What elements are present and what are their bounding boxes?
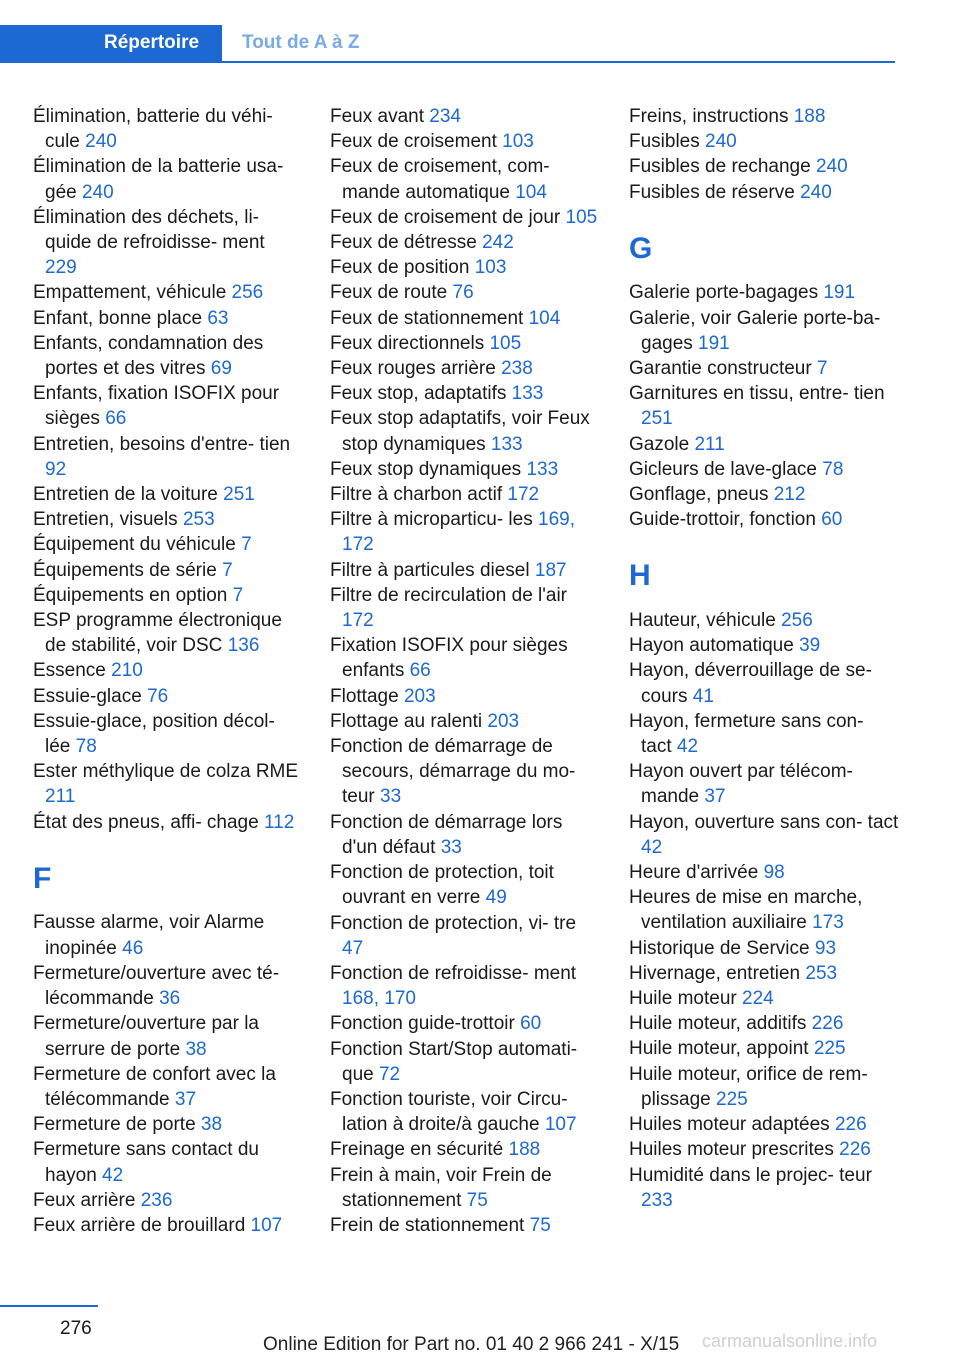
index-entry [33,432,301,482]
page-link[interactable]: 188 [508,1139,541,1161]
entry-term: Feux de route [330,282,453,304]
page-link[interactable]: 7 [222,559,233,581]
page-link[interactable]: 98 [763,862,785,884]
page-link[interactable]: 226 [839,1139,871,1161]
page-link[interactable]: 36 [159,988,181,1010]
entry-term: Huile moteur, orifice de rem‐ plissage [629,1063,868,1110]
entry-term: Fusibles de réserve [629,181,801,203]
page-link[interactable]: 253 [805,962,838,984]
index-entry [330,154,598,204]
entry-term: Filtre à charbon actif [330,484,508,506]
entry-term: Huiles moteur prescrites [629,1139,840,1161]
page-link[interactable]: 203 [487,710,520,732]
page-link[interactable]: 60 [520,1013,542,1035]
page-link[interactable]: 78 [75,736,97,758]
page-link[interactable]: 236 [140,1189,173,1211]
index-column-1 [33,104,301,1238]
page-link[interactable]: 92 [45,458,67,480]
entry-term: Gicleurs de lave-glace [629,458,823,480]
index-entry [33,961,301,1011]
page-link[interactable]: 169, 172 [342,509,575,556]
entry-term: Heures de mise en marche, ventilation auxiliaire [629,887,863,934]
page-link[interactable]: 42 [641,836,663,858]
page-link[interactable]: 41 [692,685,714,707]
index-entry [629,482,899,507]
index-entry [330,356,598,381]
index-column-3 [629,104,899,1213]
index-entry [629,1163,899,1213]
page-link[interactable]: 107 [544,1114,577,1136]
entry-term: État des pneus, affi‐ chage [33,811,264,833]
page-link[interactable]: 225 [716,1088,748,1110]
entry-term: Enfant, bonne place [33,307,208,329]
entry-term: Équipements en option [33,584,233,606]
entry-term: Feux de position [330,257,475,279]
page-number: 276 [60,1318,92,1339]
page-link[interactable]: 112 [263,811,295,833]
entry-term: Galerie, voir Galerie porte-ba‐ gages [629,307,881,354]
index-entry [629,154,899,179]
entry-term: Équipements de série [33,559,223,581]
index-entry [629,356,899,381]
entry-term: Fonction de protection, toit ouvrant en verre [330,862,554,909]
entry-term: Feux de stationnement [330,307,529,329]
page-link[interactable]: 191 [698,332,730,354]
entry-term: Filtre de recirculation de l'air [330,584,567,606]
entry-term: Essuie-glace, position décol‐ lée [33,710,275,758]
entry-term: Ester méthylique de colza RME [33,761,299,783]
entry-term: ESP programme électronique de stabilité, voir DSC [33,610,282,657]
index-entry [330,684,598,709]
entry-term: Feux arrière de brouillard [33,1214,251,1236]
index-entry [33,482,301,507]
page-link[interactable]: 46 [122,937,144,959]
entry-term: Fermeture sans contact du hayon [33,1139,259,1186]
page-link[interactable]: 238 [501,358,533,380]
page-link[interactable]: 240 [705,131,737,153]
index-entry [330,129,598,154]
entry-term: Entretien, visuels [33,509,183,531]
entry-term: Feux avant [330,106,430,127]
entry-term: Entretien de la voiture [33,484,224,506]
page-link[interactable]: 210 [111,660,143,682]
index-entry [330,1037,598,1087]
entry-term: Humidité dans le projec‐ teur [629,1164,872,1186]
entry-term: Feux stop, adaptatifs [330,383,512,405]
index-entry [330,633,598,683]
entry-term: Hayon automatique [629,635,800,657]
entry-term: Huiles moteur adaptées [629,1114,835,1136]
page-link[interactable]: 72 [378,1063,401,1085]
index-entry [629,129,899,154]
entry-term: Fermeture/ouverture par la serrure de porte [33,1013,259,1060]
index-entry [629,633,899,658]
entry-term: Élimination de la batterie usa‐ gée [33,156,284,203]
header-bar [0,25,895,63]
entry-term: Hivernage, entretien [629,962,806,984]
index-entry [330,911,598,961]
page-link[interactable]: 242 [482,232,514,254]
entry-term: Feux stop adaptatifs, voir Feux stop dynamiques [330,408,590,455]
page-link[interactable]: 191 [823,282,856,304]
entry-term: Filtre à microparticu‐ les [330,509,538,531]
index-entry [629,860,899,885]
index-entry [33,1213,301,1238]
index-entry [629,1036,899,1061]
page-link[interactable]: 33 [380,786,402,808]
index-entry [629,432,899,457]
index-entry [629,104,899,129]
index-entry [330,104,598,129]
entry-term: Enfants, fixation ISOFIX pour sièges [33,383,280,430]
entry-term: Frein de stationnement [330,1214,530,1236]
tab-repertoire[interactable]: Répertoire [0,25,222,61]
index-entry [33,507,301,532]
index-entry [33,684,301,709]
entry-term: Empattement, véhicule [33,282,232,304]
index-entry [330,810,598,860]
index-entry [330,1087,598,1137]
page-link[interactable]: 251 [223,484,255,506]
index-entry [629,961,899,986]
entry-term: Feux directionnels [330,332,490,354]
page-link[interactable]: 105 [565,206,598,228]
page-link[interactable]: 75 [529,1214,551,1236]
entry-term: Fusibles de rechange [629,156,816,178]
index-entry [330,1213,598,1238]
index-entry [629,810,899,860]
page-link[interactable]: 133 [526,458,559,480]
entry-term: Feux de croisement de jour [330,206,566,228]
page-link[interactable]: 226 [834,1114,867,1136]
index-entry [629,885,899,935]
entry-term: Feux arrière [33,1189,141,1211]
index-entry [330,1137,598,1162]
index-entry [330,331,598,356]
index-entry [33,1062,301,1112]
entry-term: Fonction guide-trottoir [330,1013,521,1035]
page-link[interactable]: 211 [45,786,76,808]
page-link[interactable]: 76 [147,685,169,707]
index-entry [629,306,899,356]
index-column-2 [330,104,598,1238]
section-letter: H [629,559,651,593]
index-entry [330,457,598,482]
entry-term: Feux stop dynamiques [330,458,527,480]
index-entry [33,381,301,431]
entry-term: Historique de Service [629,937,815,959]
index-entry [33,104,301,154]
index-entry [330,860,598,910]
entry-term: Freinage en sécurité [330,1139,509,1161]
entry-term: Fermeture de porte [33,1114,201,1136]
page-link[interactable]: 42 [676,736,699,758]
page-link[interactable]: 168, 170 [342,988,416,1010]
page-link[interactable]: 66 [409,660,431,682]
index-entry [330,482,598,507]
entry-term: Fixation ISOFIX pour sièges enfants [330,635,568,682]
entry-term: Fusibles [629,131,706,153]
page-link[interactable]: 240 [85,131,117,153]
index-entry [33,810,301,835]
index-entry [629,608,899,633]
entry-term: Fermeture/ouverture avec té‐ lécommande [33,962,280,1010]
page-link[interactable]: 47 [342,937,364,959]
index-entry [330,709,598,734]
entry-term: Flottage [330,685,404,707]
entry-term: Guide-trottoir, fonction [629,509,822,531]
page-link[interactable]: 253 [182,509,215,531]
page-link[interactable]: 212 [773,484,806,506]
index-entry [629,280,899,305]
entry-term: Hayon ouvert par télécom‐ mande [629,761,853,808]
entry-term: Équipement du véhicule [33,534,242,556]
page-link[interactable]: 211 [694,433,725,455]
page-link[interactable]: 136 [227,635,260,657]
page-link[interactable]: 7 [241,534,252,556]
index-entry [33,910,301,960]
page-link[interactable]: 37 [174,1088,197,1110]
section-letter: G [629,231,653,265]
index-entry [330,306,598,331]
page-link[interactable]: 229 [45,257,77,279]
page-link[interactable]: 240 [815,156,848,178]
entry-term: Enfants, condamnation des portes et des vitres [33,332,264,380]
entry-term: Huile moteur [629,988,742,1010]
page-link[interactable]: 7 [232,584,244,606]
entry-term: Freins, instructions [629,106,794,127]
entry-term: Entretien, besoins d'entre‐ tien [33,433,291,455]
index-entry [33,583,301,608]
index-entry [629,180,899,205]
index-entry [330,507,598,557]
page-link[interactable]: 107 [250,1214,283,1236]
page-link[interactable]: 49 [485,887,507,909]
index-entry [33,1112,301,1137]
entry-term: Fonction touriste, voir Circu‐ lation à droite/à gauche [330,1088,568,1136]
watermark: carmanualsonline.info [702,1331,878,1351]
index-entry [33,759,301,809]
index-entry [629,709,899,759]
entry-term: Essuie-glace [33,685,148,707]
page-link[interactable]: 203 [403,685,436,707]
index-entry [330,1163,598,1213]
index-entry [629,457,899,482]
page-link[interactable]: 39 [799,635,821,657]
entry-term: Galerie porte-bagages [629,282,824,304]
index-entry [33,306,301,331]
page-link[interactable]: 33 [440,836,462,858]
page-link[interactable]: 187 [534,559,567,581]
entry-term: Hauteur, véhicule [629,610,782,632]
index-entry [629,507,899,532]
entry-term: Élimination des déchets, li‐ quide de refroidisse‐ ment [33,206,265,254]
page-link[interactable]: 173 [812,912,844,934]
index-entry [629,1062,899,1112]
entry-term: Filtre à particules diesel [330,559,535,581]
entry-term: Fonction de refroidisse‐ ment [330,962,577,984]
entry-term: Feux rouges arrière [330,358,502,380]
entry-term: Garantie constructeur [629,358,817,380]
index-entry [330,230,598,255]
edition-note: Online Edition for Part no. 01 40 2 966 241 - X/15 [263,1334,680,1355]
page-link[interactable]: 240 [81,181,114,203]
index-entry [33,1137,301,1187]
page-link[interactable]: 133 [490,433,523,455]
index-entry [629,1137,899,1162]
page-link[interactable]: 60 [821,509,843,531]
page-link[interactable]: 251 [641,408,673,430]
page-link[interactable]: 42 [102,1164,124,1186]
index-entry [33,1188,301,1213]
index-entry [33,280,301,305]
entry-term: Essence [33,660,112,682]
page-link[interactable]: 37 [704,786,726,808]
page-link[interactable]: 105 [489,332,522,354]
page-link[interactable]: 69 [210,358,232,380]
index-entry [330,961,598,1011]
page-link[interactable]: 7 [816,358,828,380]
entry-term: Frein à main, voir Frein de stationnement [330,1164,552,1211]
index-entry [33,154,301,204]
entry-term: Feux de croisement [330,131,503,153]
index-entry [330,255,598,280]
page-link[interactable]: 38 [185,1038,207,1060]
page-link[interactable]: 256 [781,610,813,632]
entry-term: Garnitures en tissu, entre‐ tien [629,383,885,405]
entry-term: Hayon, fermeture sans con‐ tact [629,710,864,758]
index-entry [33,658,301,683]
entry-term: Élimination, batterie du véhi‐ cule [33,106,273,153]
page-link[interactable]: 104 [528,307,561,329]
page-link[interactable]: 240 [800,181,832,203]
page-link[interactable]: 104 [515,181,547,203]
footer-rule [0,1305,98,1307]
index-entry [33,1011,301,1061]
tab-a-to-z[interactable]: Tout de A à Z [242,32,360,53]
page-link[interactable]: 66 [105,408,127,430]
page-link[interactable]: 172 [342,610,374,632]
entry-term: Fausse alarme, voir Alarme inopinée [33,912,265,959]
entry-term: Flottage au ralenti [330,710,488,732]
entry-term: Hayon, ouverture sans con‐ tact [629,811,899,833]
index-entry [33,532,301,557]
entry-term: Feux de détresse [330,232,483,254]
page-link[interactable]: 172 [507,484,540,506]
index-entry [330,205,598,230]
page-link[interactable]: 103 [502,131,534,153]
entry-term: Fonction de protection, vi‐ tre [330,912,577,934]
page-link[interactable]: 225 [813,1038,846,1060]
page-link[interactable]: 63 [207,307,229,329]
page-link[interactable]: 233 [641,1189,673,1211]
page-link[interactable]: 226 [811,1013,844,1035]
page-link[interactable]: 234 [429,106,461,127]
index-entry [629,1011,899,1036]
index-entry [33,709,301,759]
index-entry [33,558,301,583]
entry-term: Fonction Start/Stop automati‐ que [330,1038,578,1085]
index-entry [33,608,301,658]
index-entry [33,205,301,281]
index-entry [330,381,598,406]
entry-term: Huile moteur, appoint [629,1038,814,1060]
page-link[interactable]: 38 [200,1114,223,1136]
index-entry [629,986,899,1011]
page-link[interactable]: 188 [793,106,826,127]
page-link[interactable]: 224 [742,988,774,1010]
entry-term: Fonction de démarrage de secours, démarrage du mo‐ teur [330,736,576,808]
index-entry [629,936,899,961]
entry-term: Huile moteur, additifs [629,1013,812,1035]
index-entry [629,658,899,708]
entry-term: Gazole [629,433,695,455]
entry-term: Hayon, déverrouillage de se‐ cours [629,660,872,707]
entry-term: Fermeture de confort avec la télécommande [33,1063,276,1110]
page-link[interactable]: 133 [511,383,544,405]
page-link[interactable]: 75 [466,1189,488,1211]
page-link[interactable]: 93 [814,937,837,959]
index-entry [330,1011,598,1036]
index-entry [330,583,598,633]
page-link[interactable]: 78 [822,458,844,480]
index-entry [629,1112,899,1137]
entry-term: Heure d'arrivée [629,862,764,884]
page-link[interactable]: 76 [452,282,474,304]
entry-term: Gonflage, pneus [629,484,774,506]
entry-term: Fonction de démarrage lors d'un défaut [330,811,563,858]
page-link[interactable]: 256 [231,282,264,304]
entry-term: Feux de croisement, com‐ mande automatique [330,156,550,203]
index-entry [330,734,598,810]
index-entry [330,406,598,456]
section-letter: F [33,861,52,895]
index-entry [629,759,899,809]
page-link[interactable]: 103 [474,257,507,279]
index-entry [330,558,598,583]
index-entry [330,280,598,305]
index-entry [629,381,899,431]
index-entry [33,331,301,381]
